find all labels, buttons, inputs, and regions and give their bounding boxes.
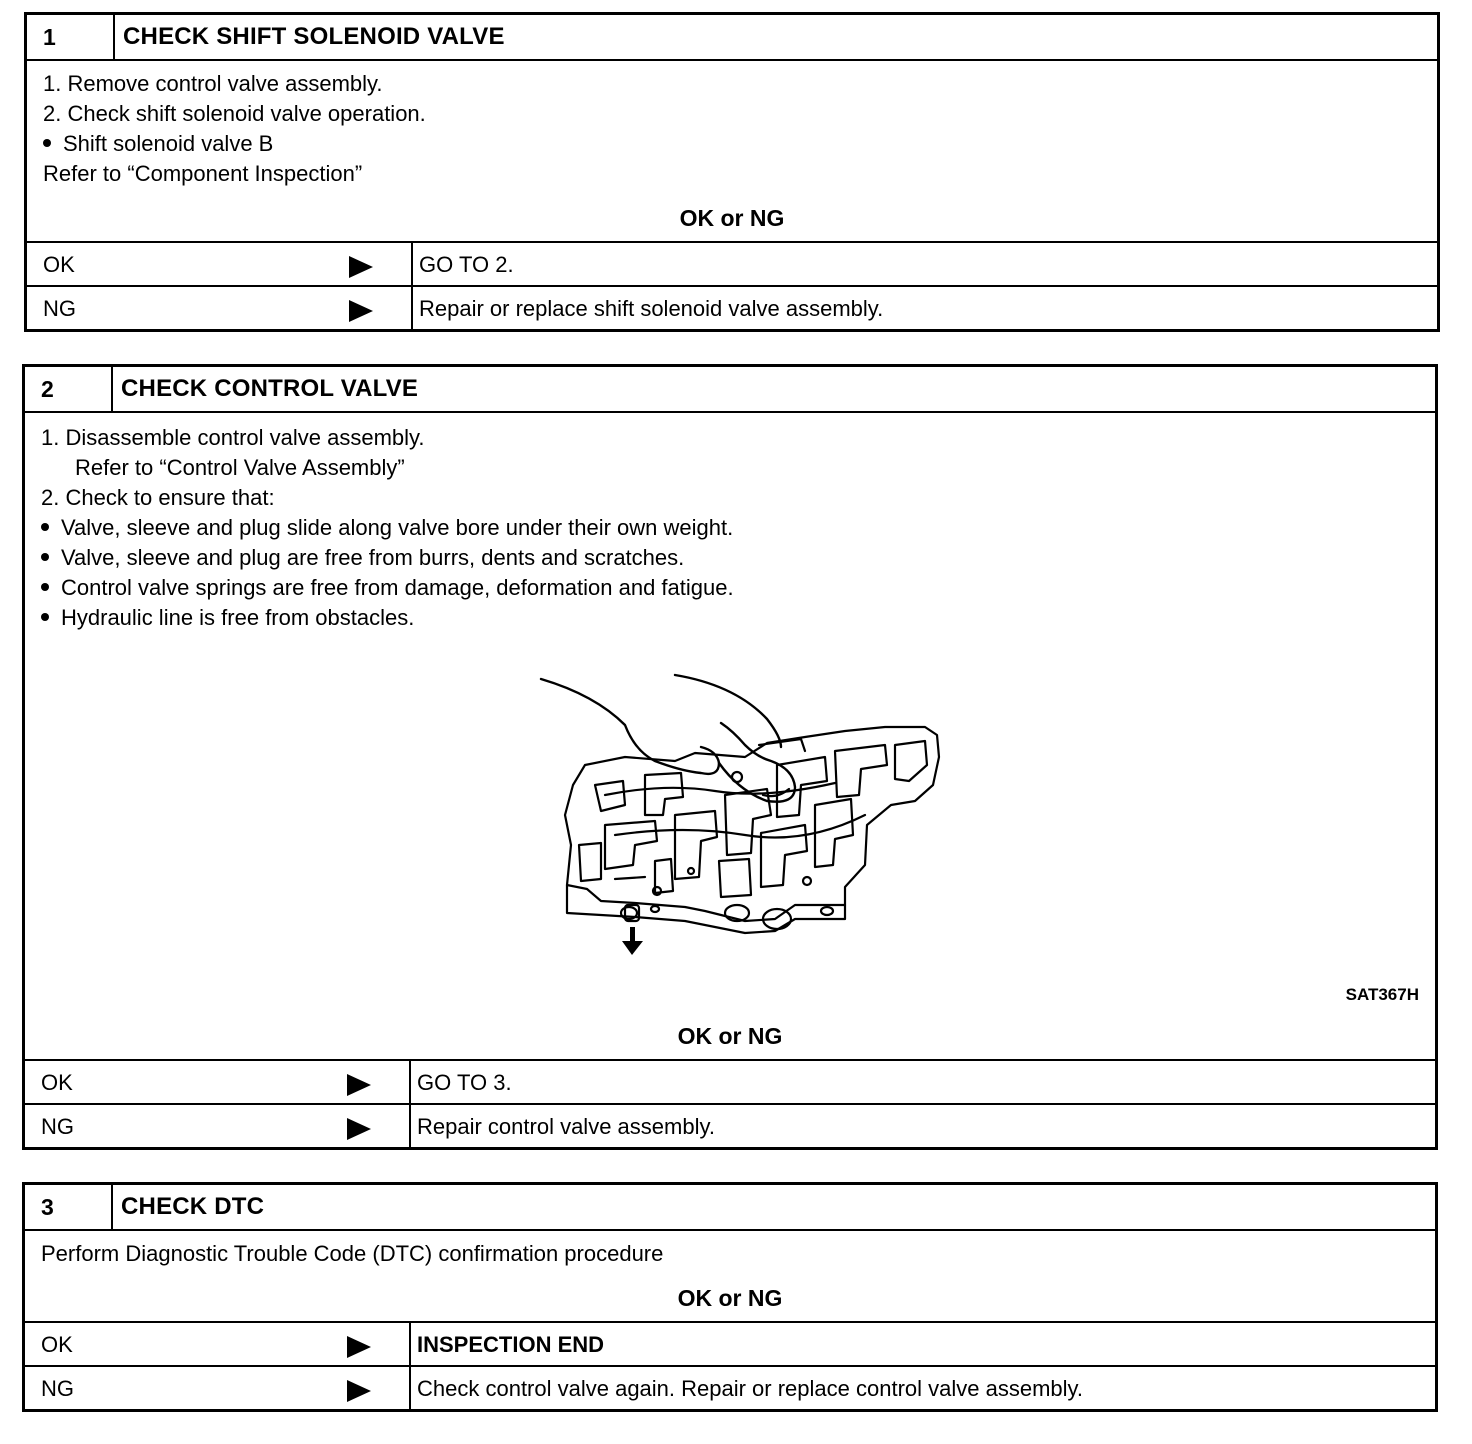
row-divider xyxy=(409,1105,411,1149)
step-1-line-4: Refer to “Component Inspection” xyxy=(43,161,363,186)
step-2-header xyxy=(25,367,1435,413)
ng-label: NG xyxy=(41,1114,74,1139)
step-2-line-3: 2. Check to ensure that: xyxy=(41,485,275,510)
arrow-right-icon xyxy=(349,256,373,278)
step-1-line-3: Shift solenoid valve B xyxy=(43,129,426,159)
step-2-box xyxy=(22,364,1438,1150)
step-2-ok-row xyxy=(25,1059,1435,1105)
row-divider xyxy=(409,1367,411,1411)
step-2-line-2: Refer to “Control Valve Assembly” xyxy=(75,455,405,480)
arrow-right-icon xyxy=(347,1380,371,1402)
bullet-icon xyxy=(41,523,49,531)
step-3-box xyxy=(22,1182,1438,1412)
ng-action: Repair control valve assembly. xyxy=(417,1114,715,1139)
row-divider xyxy=(411,243,413,287)
step-3-header xyxy=(25,1185,1435,1231)
arrow-right-icon xyxy=(347,1074,371,1096)
step-2-ng-row xyxy=(25,1103,1435,1149)
step-1-box xyxy=(24,12,1440,332)
step-1-body xyxy=(43,69,426,189)
step-1-header xyxy=(27,15,1437,61)
row-divider xyxy=(409,1061,411,1105)
ok-label: OK xyxy=(41,1332,73,1357)
step-3-ng-row xyxy=(25,1365,1435,1411)
step-3-line-1: Perform Diagnostic Trouble Code (DTC) confirmation procedure xyxy=(41,1241,664,1266)
ng-label: NG xyxy=(41,1376,74,1401)
arrow-right-icon xyxy=(349,300,373,322)
step-3-ok-row xyxy=(25,1321,1435,1367)
step-3-title: CHECK DTC xyxy=(121,1193,265,1220)
row-divider xyxy=(411,287,413,331)
bullet-icon xyxy=(41,553,49,561)
arrow-right-icon xyxy=(347,1118,371,1140)
step-2-bullet-2: Valve, sleeve and plug are free from burrs, dents and scratches. xyxy=(41,543,734,573)
ng-action: Repair or replace shift solenoid valve assembly. xyxy=(419,296,884,321)
step-2-number: 2 xyxy=(25,367,113,411)
bullet-icon xyxy=(41,613,49,621)
step-2-ok-or-ng: OK or NG xyxy=(677,1023,783,1049)
ng-action: Check control valve again. Repair or replace control valve assembly. xyxy=(417,1376,1084,1401)
ok-label: OK xyxy=(41,1070,73,1095)
step-1-number: 1 xyxy=(27,15,115,59)
step-2-bullet-3: Control valve springs are free from damage, deformation and fatigue. xyxy=(41,573,734,603)
row-divider xyxy=(409,1323,411,1367)
step-2-bullet-1: Valve, sleeve and plug slide along valve bore under their own weight. xyxy=(41,513,734,543)
step-1-line-1: 1. Remove control valve assembly. xyxy=(43,71,383,96)
control-valve-illustration xyxy=(505,665,945,965)
ok-action: GO TO 3. xyxy=(417,1070,512,1095)
step-1-ok-or-ng: OK or NG xyxy=(679,205,785,231)
figure-code: SAT367H xyxy=(1345,985,1419,1004)
step-2-title: CHECK CONTROL VALVE xyxy=(121,375,419,402)
step-2-bullet-4: Hydraulic line is free from obstacles. xyxy=(41,603,734,633)
step-3-ok-or-ng: OK or NG xyxy=(677,1285,783,1311)
ng-label: NG xyxy=(43,296,76,321)
step-2-body xyxy=(41,423,734,633)
arrow-right-icon xyxy=(347,1336,371,1358)
step-1-ok-row xyxy=(27,241,1437,287)
bullet-icon xyxy=(41,583,49,591)
step-1-line-2: 2. Check shift solenoid valve operation. xyxy=(43,101,426,126)
ok-action: INSPECTION END xyxy=(417,1332,605,1357)
step-2-line-1: 1. Disassemble control valve assembly. xyxy=(41,425,425,450)
ok-action: GO TO 2. xyxy=(419,252,514,277)
bullet-icon xyxy=(43,139,51,147)
step-1-title: CHECK SHIFT SOLENOID VALVE xyxy=(123,23,505,50)
step-1-ng-row xyxy=(27,285,1437,331)
step-3-body xyxy=(41,1239,663,1269)
step-3-number: 3 xyxy=(25,1185,113,1229)
ok-label: OK xyxy=(43,252,75,277)
